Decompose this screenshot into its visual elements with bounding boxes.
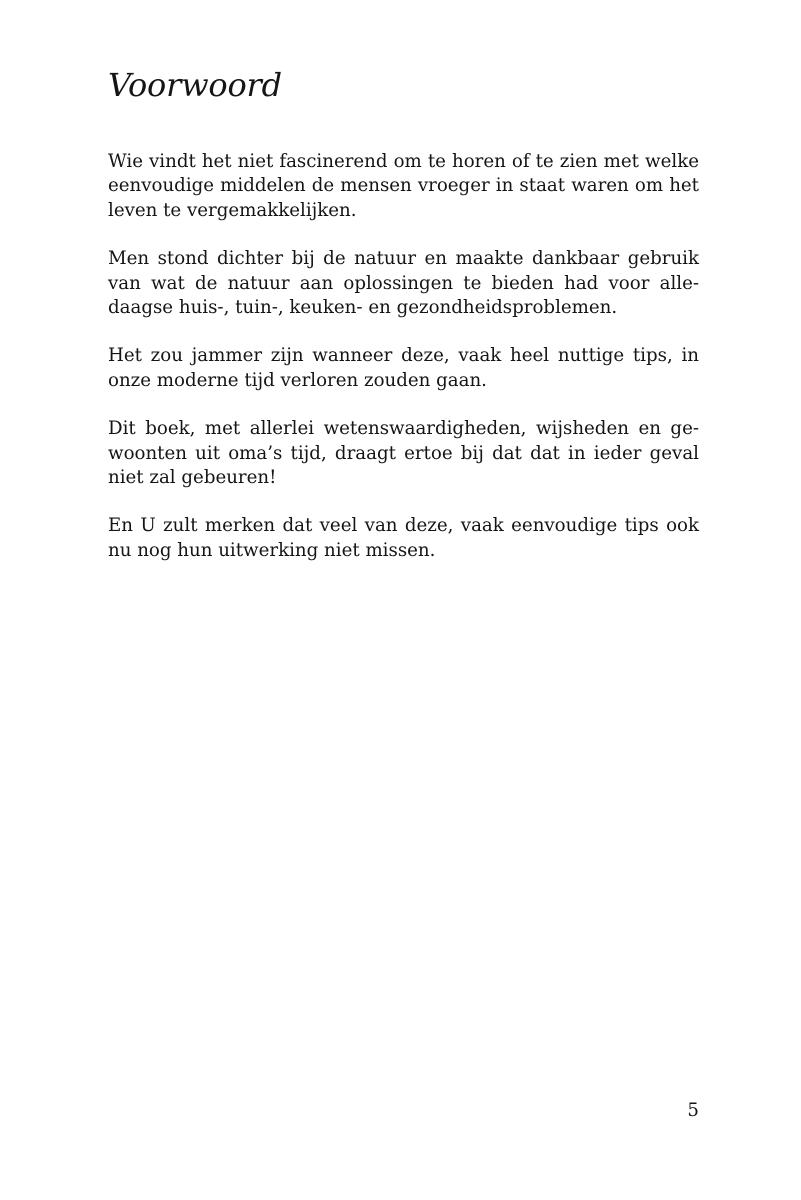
foreword-body [108, 150, 699, 587]
paragraph-3: Het zou jammer zijn wanneer deze, vaak heel nuttige tips, in onze moderne tijd verloren zouden gaan. [108, 345, 699, 391]
paragraph-5: En U zult merken dat veel van deze, vaak eenvoudige tips ook nu nog hun uitwerking niet missen. [108, 515, 699, 561]
paragraph-1: Wie vindt het niet fascinerend om te horen of te zien met welke eenvoudige middelen de mensen vroeger in staat waren om het leven te vergemakkelijken. [108, 151, 699, 221]
page-number: 5 [687, 1100, 699, 1121]
paragraph-4: Dit boek, met allerlei wetenswaardigheden, wijsheden en gewoonten uit oma’s tijd, draagt ertoe bij dat dat in ieder geval niet zal gebeuren! [108, 418, 699, 489]
paragraph-2: Men stond dichter bij de natuur en maakte dankbaar gebruik van wat de natuur aan oplossingen te bieden had voor alledaagse huis-, tuin-, keuken- en gezondheidsproblemen. [108, 248, 699, 319]
page-title: Voorwoord [108, 66, 282, 104]
